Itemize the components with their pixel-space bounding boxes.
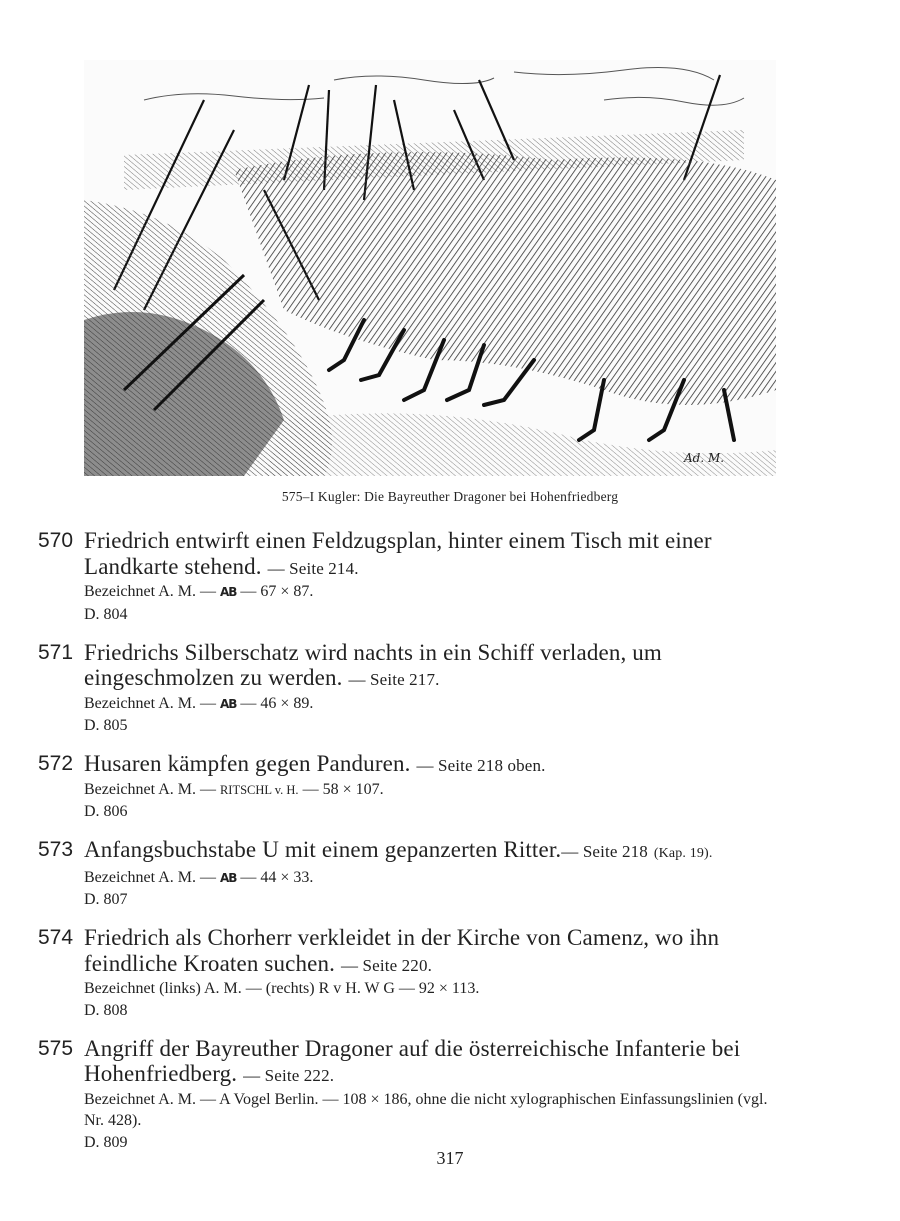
- entry-title: Angriff der Bayreuther Dragoner auf die österreichische Infanterie bei Hohenfriedberg. — Seite 222.: [84, 1035, 741, 1086]
- entry-d-number: D. 808: [84, 1001, 128, 1019]
- page-reference: — Seite 220.: [340, 955, 433, 975]
- entry-signature-line: Bezeichnet A. M. — AB — 44 × 33.: [84, 868, 314, 886]
- entry-number: 574: [38, 926, 74, 949]
- entry-number: 573: [38, 838, 74, 861]
- page-reference: — Seite 217.: [348, 670, 440, 689]
- monogram-icon: AB: [219, 696, 237, 711]
- entry-d-number: D. 806: [84, 803, 128, 820]
- entry-signature-line: Bezeichnet (links) A. M. — (rechts) R v H. W G — 92 × 113.: [84, 980, 480, 997]
- entry-signature-line: Bezeichnet A. M. — A Vogel Berlin. — 108 × 186, ohne die nicht xylographischen Einfassungslinien (vgl. Nr. 428).: [84, 1090, 768, 1129]
- catalog-entry-575: [38, 1036, 782, 1153]
- monogram-icon: AB: [219, 870, 237, 885]
- catalog-entry-573: [38, 837, 782, 910]
- page-reference: — Seite 222.: [243, 1066, 335, 1085]
- page-number: 317: [436, 1148, 464, 1168]
- entry-title: Friedrichs Silberschatz wird nachts in ein Schiff verladen, um eingeschmolzen zu werden. — Seite 217.: [84, 639, 662, 690]
- page-reference: — Seite 214.: [267, 558, 359, 578]
- entry-number: 571: [38, 640, 74, 664]
- catalog-list: [38, 528, 782, 1168]
- figure-caption: 575–I Kugler: Die Bayreuther Dragoner bei Hohenfriedberg: [281, 489, 619, 504]
- entry-title: Friedrich als Chorherr verkleidet in der Kirche von Camenz, wo ihn feindliche Kroaten suchen. — Seite 220.: [84, 925, 720, 976]
- catalog-entry-571: [38, 640, 782, 737]
- page-reference: — Seite 218 oben.: [416, 756, 546, 775]
- artist-signature: Ad. M.: [684, 451, 725, 465]
- entry-title: Husaren kämpfen gegen Panduren. — Seite 218 oben.: [84, 751, 546, 776]
- catalog-entry-570: [38, 528, 782, 625]
- entry-signature-line: Bezeichnet A. M. — AB — 46 × 89.: [84, 694, 314, 712]
- engraving-image: [84, 60, 776, 476]
- entry-title: Anfangsbuchstabe U mit einem gepanzerten Ritter.— Seite 218 (Kap. 19).: [84, 837, 713, 862]
- chapter-reference: (Kap. 19).: [653, 846, 713, 861]
- monogram-icon: AB: [219, 585, 237, 599]
- entry-signature-line: Bezeichnet A. M. — RITSCHL v. H. — 58 × 107.: [84, 780, 384, 798]
- catalog-entry-574: [38, 925, 782, 1021]
- entry-title: Friedrich entwirft einen Feldzugsplan, hinter einem Tisch mit einer Landkarte stehend. — Seite 214.: [84, 528, 712, 579]
- catalog-entry-572: [38, 751, 782, 822]
- page-reference: — Seite 218: [561, 842, 648, 861]
- entry-signature-line: Bezeichnet A. M. — AB — 67 × 87.: [84, 583, 314, 600]
- battle-illustration: [84, 60, 776, 476]
- entry-number: 575: [38, 1036, 74, 1060]
- entry-number: 572: [38, 752, 74, 775]
- entry-number: 570: [38, 529, 74, 552]
- engraver-name: RITSCHL v. H.: [219, 782, 299, 797]
- entry-d-number: D. 807: [84, 891, 128, 908]
- entry-d-number: D. 809: [84, 1133, 128, 1151]
- entry-d-number: D. 805: [84, 717, 128, 734]
- entry-d-number: D. 804: [84, 605, 128, 623]
